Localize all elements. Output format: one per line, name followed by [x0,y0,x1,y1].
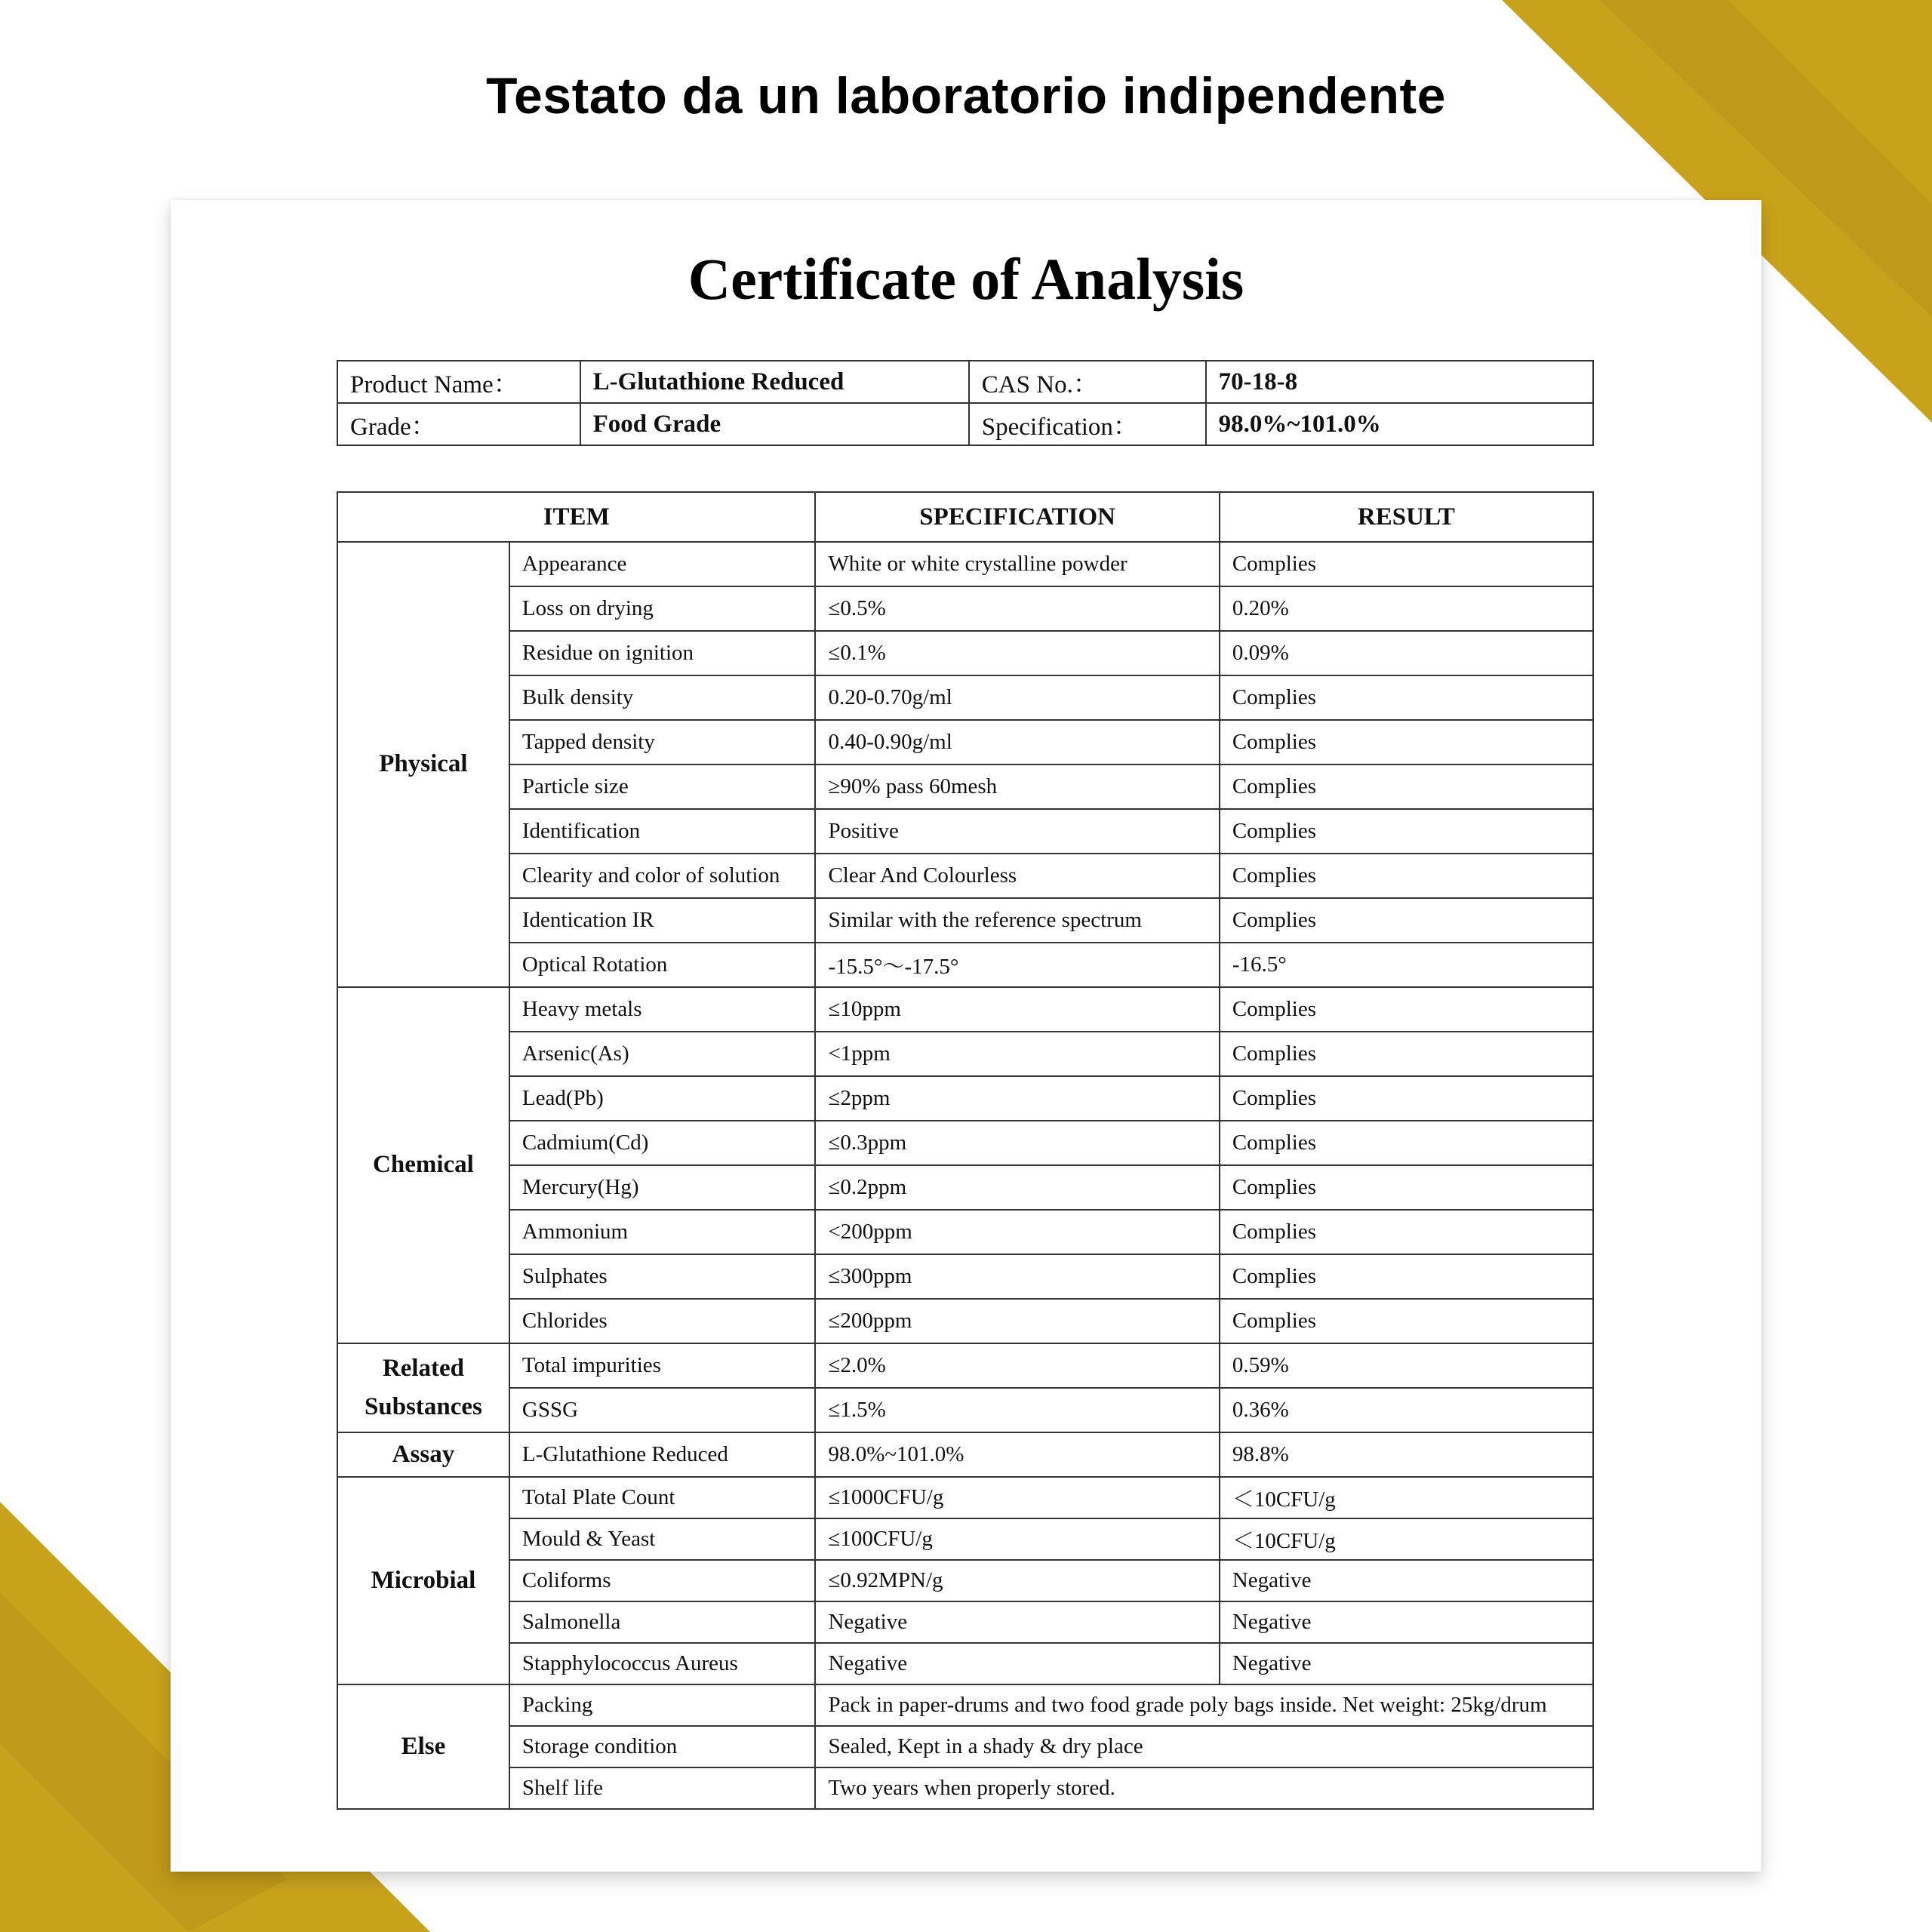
item-name: Mould & Yeast [509,1518,816,1560]
item-name: Particle size [509,764,816,809]
specification-value: ≤0.3ppm [815,1121,1219,1165]
specification-value: ≤0.92MPN/g [815,1560,1219,1601]
assay-category: Assay [337,1432,509,1477]
specification-value: ≤100CFU/g [815,1518,1219,1560]
result-value: Complies [1220,542,1593,586]
item-name: Salmonella [509,1601,816,1643]
specification-value: ≤300ppm [815,1254,1219,1299]
result-value: Negative [1220,1601,1593,1643]
specification-value: Two years when properly stored. [815,1767,1593,1809]
result-value: -16.5° [1220,943,1593,987]
else-category: Else [337,1684,509,1809]
microbial-row [337,1601,1593,1643]
chemical-row [337,987,1593,1032]
result-value: Complies [1220,809,1593,854]
result-value: Complies [1220,854,1593,898]
specification-value: 0.20-0.70g/ml [815,675,1219,720]
specification-value: ≤0.1% [815,631,1219,675]
specification-value: Positive [815,809,1219,854]
physical-row [337,943,1593,987]
related-substances-row [337,1343,1593,1388]
specification-value: ≤2ppm [815,1076,1219,1121]
specification-value: ≤200ppm [815,1299,1219,1343]
else-row [337,1767,1593,1809]
item-name: Sulphates [509,1254,816,1299]
info-value: 70-18-8 [1206,361,1593,403]
info-value: 98.0%~101.0% [1206,403,1593,445]
microbial-row [337,1477,1593,1518]
info-row [337,403,1593,445]
chemical-row [337,1121,1593,1165]
specification-value: ≤10ppm [815,987,1219,1032]
result-value: Complies [1220,898,1593,943]
item-name: Chlorides [509,1299,816,1343]
result-value: ＜10CFU/g [1220,1518,1593,1560]
result-value: ＜10CFU/g [1220,1477,1593,1518]
microbial-row [337,1560,1593,1601]
info-value: L-Glutathione Reduced [580,361,969,403]
item-name: GSSG [509,1388,816,1432]
info-label: Specification： [969,403,1206,445]
specification-value: Negative [815,1643,1219,1684]
physical-row [337,854,1593,898]
item-name: Lead(Pb) [509,1076,816,1121]
specification-value: <1ppm [815,1032,1219,1076]
chemical-row [337,1210,1593,1254]
item-name: Arsenic(As) [509,1032,816,1076]
result-value: Complies [1220,1254,1593,1299]
item-name: Identification [509,809,816,854]
specification-value: White or white crystalline powder [815,542,1219,586]
result-value: Complies [1220,987,1593,1032]
related-substances-category [337,1343,509,1432]
info-label: Product Name： [337,361,580,403]
specification-value: ≤1.5% [815,1388,1219,1432]
chemical-row [337,1165,1593,1210]
microbial-category: Microbial [337,1477,509,1684]
item-name: Identication IR [509,898,816,943]
specification-value: 98.0%~101.0% [815,1432,1219,1477]
chemical-row [337,1076,1593,1121]
physical-row [337,586,1593,631]
specification-value: Pack in paper-drums and two food grade poly bags inside. Net weight: 25kg/drum [815,1684,1593,1726]
certificate-title: Certificate of Analysis [688,246,1244,312]
item-name: Storage condition [509,1726,816,1767]
product-info-table [337,360,1594,446]
item-name: Heavy metals [509,987,816,1032]
result-value: Negative [1220,1643,1593,1684]
chemical-row [337,1299,1593,1343]
item-name: Ammonium [509,1210,816,1254]
specification-value: <200ppm [815,1210,1219,1254]
category-line: Related [382,1354,465,1382]
result-value: Complies [1220,764,1593,809]
header-item: ITEM [337,492,815,542]
physical-row [337,809,1593,854]
physical-row [337,542,1593,586]
else-row [337,1684,1593,1726]
header-row [337,492,1593,542]
else-row [337,1726,1593,1767]
specification-value: 0.40-0.90g/ml [815,720,1219,764]
physical-row [337,631,1593,675]
related-substances-row [337,1388,1593,1432]
microbial-row [337,1643,1593,1684]
chemical-category: Chemical [337,987,509,1343]
item-name: Shelf life [509,1767,816,1809]
specification-value: ≤0.2ppm [815,1165,1219,1210]
result-value: Complies [1220,1299,1593,1343]
specification-value: ≤0.5% [815,586,1219,631]
specification-value: Clear And Colourless [815,854,1219,898]
item-name: Cadmium(Cd) [509,1121,816,1165]
result-value: 0.36% [1220,1388,1593,1432]
result-value: 0.20% [1220,586,1593,631]
item-name: L-Glutathione Reduced [509,1432,816,1477]
result-value: Complies [1220,1121,1593,1165]
info-label: Grade： [337,403,580,445]
specification-value: Similar with the reference spectrum [815,898,1219,943]
item-name: Total impurities [509,1343,816,1388]
specification-value: Negative [815,1601,1219,1643]
result-value: Complies [1220,1210,1593,1254]
page-heading: Testato da un laboratorio indipendente [485,67,1447,125]
result-value: 98.8% [1220,1432,1593,1477]
item-name: Packing [509,1684,816,1726]
assay-row [337,1432,1593,1477]
result-value: Negative [1220,1560,1593,1601]
item-name: Appearance [509,542,816,586]
item-name: Clearity and color of solution [509,854,816,898]
info-row [337,361,1593,403]
item-name: Tapped density [509,720,816,764]
item-name: Coliforms [509,1560,816,1601]
category-line: Substances [365,1393,482,1420]
physical-row [337,675,1593,720]
chemical-row [337,1254,1593,1299]
physical-row [337,898,1593,943]
result-value: Complies [1220,675,1593,720]
specification-value: ≥90% pass 60mesh [815,764,1219,809]
result-value: Complies [1220,1076,1593,1121]
header-result: RESULT [1220,492,1593,542]
result-value: 0.09% [1220,631,1593,675]
item-name: Bulk density [509,675,816,720]
header-specification: SPECIFICATION [815,492,1219,542]
result-value: Complies [1220,1032,1593,1076]
item-name: Optical Rotation [509,943,816,987]
item-name: Loss on drying [509,586,816,631]
info-label: CAS No.： [969,361,1206,403]
specification-value: ≤2.0% [815,1343,1219,1388]
specification-value: ≤1000CFU/g [815,1477,1219,1518]
item-name: Residue on ignition [509,631,816,675]
physical-row [337,720,1593,764]
chemical-row [337,1032,1593,1076]
microbial-row [337,1518,1593,1560]
specification-value: -15.5°～-17.5° [815,943,1219,987]
item-name: Mercury(Hg) [509,1165,816,1210]
physical-row [337,764,1593,809]
result-value: Complies [1220,720,1593,764]
item-name: Stapphylococcus Aureus [509,1643,816,1684]
result-value: 0.59% [1220,1343,1593,1388]
certificate-sheet [171,200,1761,1872]
analysis-table [337,491,1594,1810]
item-name: Total Plate Count [509,1477,816,1518]
result-value: Complies [1220,1165,1593,1210]
specification-value: Sealed, Kept in a shady & dry place [815,1726,1593,1767]
info-value: Food Grade [580,403,969,445]
physical-category: Physical [337,542,509,987]
